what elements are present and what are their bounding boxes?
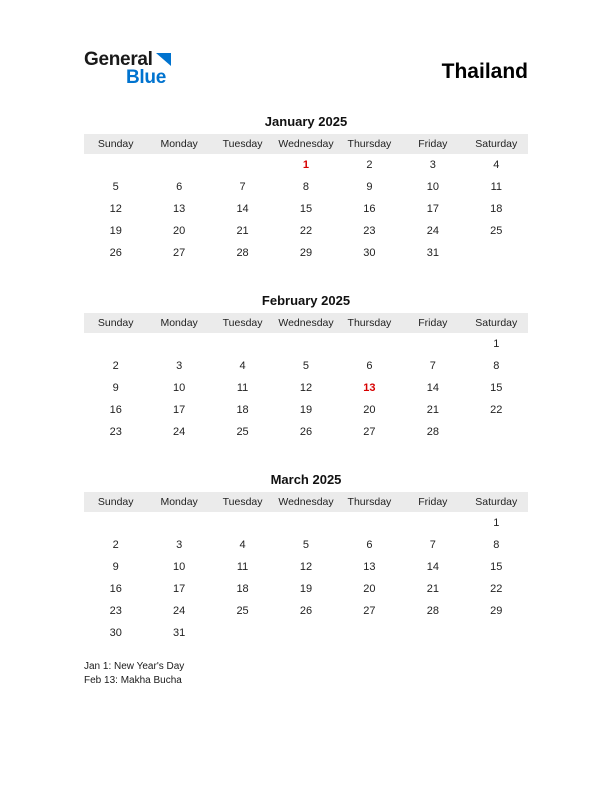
- date-cell: 23: [363, 225, 376, 237]
- date-cell: 9: [366, 181, 373, 193]
- weekday-header: Thursday: [338, 313, 401, 333]
- empty-cell: [211, 622, 274, 644]
- weekday-header: Sunday: [84, 134, 147, 154]
- month-title: January 2025: [264, 114, 348, 129]
- date-cell: 16: [363, 203, 376, 215]
- date-cell: 20: [173, 225, 186, 237]
- date-cell: 18: [490, 203, 503, 215]
- empty-cell: [401, 512, 464, 534]
- empty-cell: [401, 333, 464, 355]
- date-cell: 19: [109, 225, 122, 237]
- holiday-note: Feb 13: Makha Bucha: [84, 675, 182, 686]
- date-cell: 16: [109, 583, 122, 595]
- empty-cell: [147, 512, 210, 534]
- months-container: [84, 114, 528, 644]
- empty-cell: [338, 512, 401, 534]
- date-cell: 16: [109, 404, 122, 416]
- weekday-header: Tuesday: [211, 492, 274, 512]
- weekday-header: Monday: [147, 492, 210, 512]
- date-cell: 25: [236, 605, 249, 617]
- logo-word-general: General: [84, 49, 153, 70]
- date-cell: 12: [109, 203, 122, 215]
- empty-cell: [274, 333, 337, 355]
- month-grid: [84, 492, 528, 644]
- page-header: [84, 50, 528, 100]
- date-cell: 22: [490, 583, 503, 595]
- date-cell: 26: [109, 247, 122, 259]
- date-cell: 4: [239, 360, 246, 372]
- date-cell: 31: [426, 247, 439, 259]
- date-cell: 2: [112, 539, 119, 551]
- date-cell: 17: [426, 203, 439, 215]
- date-cell: 15: [490, 561, 503, 573]
- date-cell: 23: [109, 605, 122, 617]
- date-cell: 7: [239, 181, 246, 193]
- date-cell: 10: [173, 561, 186, 573]
- date-cell: 14: [426, 561, 439, 573]
- date-cell: 4: [239, 539, 246, 551]
- date-cell: 9: [112, 561, 119, 573]
- date-cell: 8: [493, 360, 500, 372]
- date-cell: 21: [426, 583, 439, 595]
- holiday-date-cell: 1: [302, 159, 310, 171]
- month-block-1: [84, 293, 528, 443]
- weekday-header: Tuesday: [211, 313, 274, 333]
- date-cell: 19: [299, 583, 313, 595]
- date-cell: 24: [173, 605, 186, 617]
- date-cell: 14: [426, 382, 439, 394]
- weekday-header: Sunday: [84, 492, 147, 512]
- date-cell: 21: [236, 225, 249, 237]
- date-cell: 29: [490, 605, 503, 617]
- date-cell: 1: [493, 517, 500, 529]
- date-cell: 13: [363, 561, 376, 573]
- empty-cell: [147, 154, 210, 176]
- date-cell: 25: [490, 225, 503, 237]
- date-cell: 12: [299, 561, 313, 573]
- empty-cell: [211, 512, 274, 534]
- empty-cell: [274, 622, 337, 644]
- empty-cell: [211, 154, 274, 176]
- date-cell: 2: [112, 360, 119, 372]
- date-cell: 28: [426, 605, 439, 617]
- date-cell: 6: [366, 539, 373, 551]
- date-cell: 5: [302, 360, 310, 372]
- date-cell: 27: [173, 247, 186, 259]
- date-cell: 3: [429, 159, 436, 171]
- date-cell: 8: [302, 181, 310, 193]
- date-cell: 12: [299, 382, 313, 394]
- month-grid: [84, 313, 528, 443]
- date-cell: 13: [173, 203, 186, 215]
- date-cell: 30: [109, 627, 122, 639]
- logo-word-blue: Blue: [126, 67, 166, 88]
- date-cell: 26: [299, 426, 313, 438]
- date-cell: 4: [493, 159, 500, 171]
- weekday-header: Friday: [401, 313, 464, 333]
- date-cell: 29: [299, 247, 313, 259]
- date-cell: 25: [236, 426, 249, 438]
- empty-cell: [274, 512, 337, 534]
- weekday-header: Saturday: [465, 313, 528, 333]
- date-cell: 20: [363, 404, 376, 416]
- weekday-header: Saturday: [465, 134, 528, 154]
- weekday-header: Thursday: [338, 134, 401, 154]
- date-cell: 15: [299, 203, 313, 215]
- date-cell: 17: [173, 583, 186, 595]
- date-cell: 24: [426, 225, 439, 237]
- date-cell: 6: [366, 360, 373, 372]
- date-cell: 18: [236, 404, 249, 416]
- weekday-header: Friday: [401, 492, 464, 512]
- date-cell: 5: [302, 539, 310, 551]
- date-cell: 10: [173, 382, 186, 394]
- date-cell: 1: [493, 338, 500, 350]
- date-cell: 27: [363, 605, 376, 617]
- date-cell: 10: [426, 181, 439, 193]
- date-cell: 31: [173, 627, 186, 639]
- month-block-0: [84, 114, 528, 264]
- date-cell: 30: [363, 247, 376, 259]
- date-cell: 8: [493, 539, 500, 551]
- empty-cell: [84, 333, 147, 355]
- holiday-date-cell: 13: [363, 382, 376, 394]
- date-cell: 21: [426, 404, 439, 416]
- empty-cell: [84, 512, 147, 534]
- weekday-header: Saturday: [465, 492, 528, 512]
- empty-cell: [401, 622, 464, 644]
- empty-cell: [465, 242, 528, 264]
- weekday-header: Wednesday: [274, 492, 337, 512]
- empty-cell: [465, 421, 528, 443]
- date-cell: 20: [363, 583, 376, 595]
- date-cell: 22: [299, 225, 313, 237]
- date-cell: 22: [490, 404, 503, 416]
- date-cell: 14: [236, 203, 249, 215]
- weekday-header: Monday: [147, 313, 210, 333]
- weekday-header: Sunday: [84, 313, 147, 333]
- date-cell: 11: [236, 561, 249, 573]
- date-cell: 6: [176, 181, 183, 193]
- date-cell: 28: [236, 247, 249, 259]
- date-cell: 9: [112, 382, 119, 394]
- date-cell: 24: [173, 426, 186, 438]
- empty-cell: [465, 622, 528, 644]
- empty-cell: [84, 154, 147, 176]
- empty-cell: [338, 333, 401, 355]
- weekday-header: Tuesday: [211, 134, 274, 154]
- date-cell: 5: [112, 181, 119, 193]
- empty-cell: [147, 333, 210, 355]
- date-cell: 23: [109, 426, 122, 438]
- date-cell: 27: [363, 426, 376, 438]
- month-title: February 2025: [261, 293, 351, 308]
- date-cell: 28: [426, 426, 439, 438]
- date-cell: 19: [299, 404, 313, 416]
- page-title: Thailand: [441, 60, 528, 83]
- holiday-notes: [84, 660, 528, 688]
- date-cell: 11: [236, 382, 249, 394]
- date-cell: 3: [176, 360, 183, 372]
- weekday-header: Friday: [401, 134, 464, 154]
- month-grid: [84, 134, 528, 264]
- date-cell: 7: [429, 539, 436, 551]
- date-cell: 26: [299, 605, 313, 617]
- date-cell: 11: [490, 181, 502, 193]
- weekday-header: Monday: [147, 134, 210, 154]
- holiday-note: Jan 1: New Year's Day: [84, 661, 185, 672]
- date-cell: 18: [236, 583, 249, 595]
- weekday-header: Thursday: [338, 492, 401, 512]
- date-cell: 3: [176, 539, 183, 551]
- date-cell: 2: [366, 159, 373, 171]
- weekday-header: Wednesday: [274, 313, 337, 333]
- date-cell: 15: [490, 382, 503, 394]
- date-cell: 17: [173, 404, 186, 416]
- month-title: March 2025: [270, 472, 342, 487]
- month-block-2: [84, 472, 528, 644]
- date-cell: 7: [429, 360, 436, 372]
- general-blue-logo: [84, 50, 171, 87]
- empty-cell: [211, 333, 274, 355]
- weekday-header: Wednesday: [274, 134, 337, 154]
- empty-cell: [338, 622, 401, 644]
